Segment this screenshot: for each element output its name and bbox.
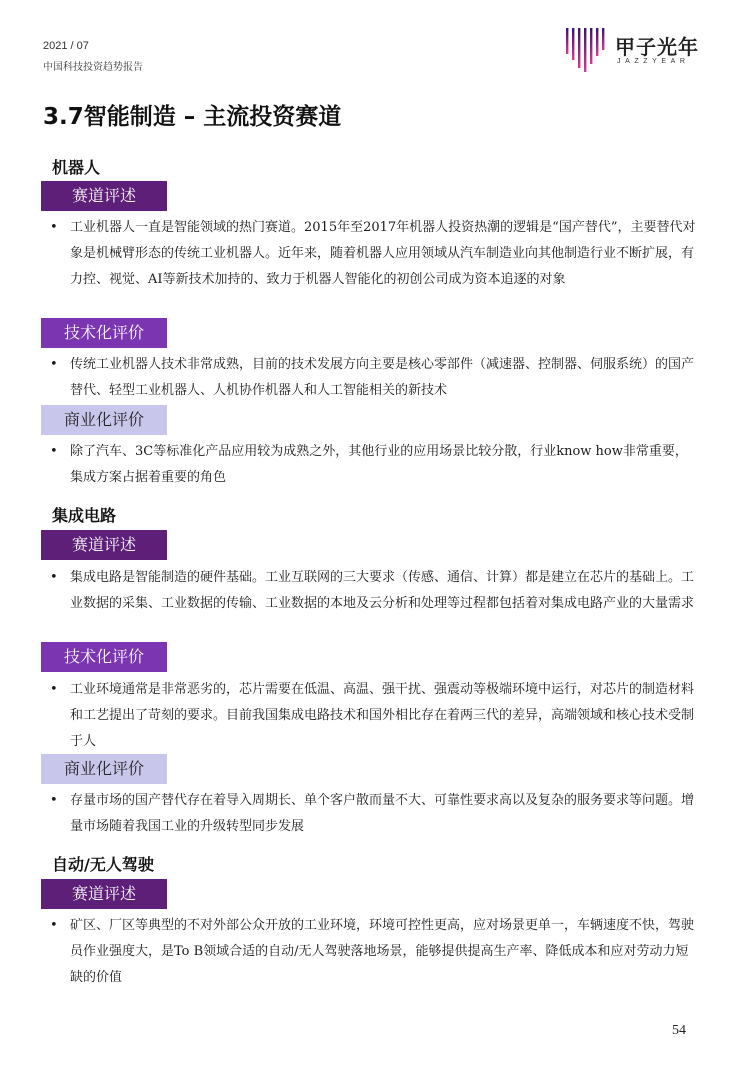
paragraph bbox=[50, 677, 700, 755]
bullet: • bbox=[50, 570, 58, 585]
bullet: • bbox=[50, 918, 58, 933]
bullet: • bbox=[50, 220, 58, 235]
bullet: • bbox=[50, 793, 58, 808]
bullet: • bbox=[50, 444, 58, 459]
logo-english: JAZZYEAR bbox=[617, 58, 690, 65]
paragraph bbox=[50, 788, 700, 840]
section-title-robot: 机器人 bbox=[52, 158, 101, 177]
bullet: • bbox=[50, 357, 58, 372]
section-title-ic: 集成电路 bbox=[52, 506, 117, 525]
paragraph-text: 矿区、厂区等典型的不对外部公众开放的工业环境，环境可控性更高，应对场景更单一，车辆速度不快，驾驶员作业强度大，是To B领域合适的自动/无人驾驶落地场景，能够提供提高生产率、降低成本和应对劳动力短缺的价值 bbox=[70, 918, 695, 985]
tag-tech-evaluation: 技术化评价 bbox=[41, 642, 167, 672]
paragraph-text: 传统工业机器人技术非常成熟，目前的技术发展方向主要是核心零部件（减速器、控制器、伺服系统）的国产替代、轻型工业机器人、人机协作机器人和人工智能相关的新技术 bbox=[70, 357, 695, 398]
logo-bars-icon bbox=[563, 24, 611, 72]
paragraph bbox=[50, 913, 700, 991]
report-name: 中国科技投资趋势报告 bbox=[43, 62, 143, 73]
bullet: • bbox=[50, 682, 58, 697]
paragraph-text: 集成电路是智能制造的硬件基础。工业互联网的三大要求（传感、通信、计算）都是建立在芯片的基础上。工业数据的采集、工业数据的传输、工业数据的本地及云分析和处理等过程都包括着对集成电路产业的大量需求 bbox=[70, 570, 695, 611]
paragraph-text: 工业机器人一直是智能领域的热门赛道。2015年至2017年机器人投资热潮的逻辑是“国产替代”，主要替代对象是机械臂形态的传统工业机器人。近年来，随着机器人应用领域从汽车制造业向其他制造行业不断扩展，有力控、视觉、AI等新技术加持的、致力于机器人智能化的初创公司成为资本追逐的对象 bbox=[70, 220, 696, 287]
page-number: 54 bbox=[672, 1023, 686, 1038]
tag-track-review: 赛道评述 bbox=[41, 530, 167, 560]
section-title-autonomous-driving: 自动/无人驾驶 bbox=[52, 855, 154, 874]
page-title: 3.7智能制造 – 主流投资赛道 bbox=[43, 104, 342, 130]
jazzyear-logo bbox=[563, 24, 713, 74]
tag-business-evaluation: 商业化评价 bbox=[41, 405, 167, 435]
report-date: 2021 / 07 bbox=[43, 40, 89, 52]
logo-name: 甲子光年 bbox=[615, 35, 699, 59]
tag-business-evaluation: 商业化评价 bbox=[41, 754, 167, 784]
paragraph bbox=[50, 439, 700, 491]
tag-track-review: 赛道评述 bbox=[41, 181, 167, 211]
paragraph bbox=[50, 215, 700, 293]
paragraph-text: 工业环境通常是非常恶劣的，芯片需要在低温、高温、强干扰、强震动等极端环境中运行，对芯片的制造材料和工艺提出了苛刻的要求。目前我国集成电路技术和国外相比存在着两三代的差异，高端领域和核心技术受制于人 bbox=[70, 682, 695, 749]
paragraph-text: 除了汽车、3C等标准化产品应用较为成熟之外，其他行业的应用场景比较分散，行业know how非常重要，集成方案占据着重要的角色 bbox=[70, 444, 688, 485]
paragraph bbox=[50, 352, 700, 404]
paragraph bbox=[50, 565, 700, 617]
tag-tech-evaluation: 技术化评价 bbox=[41, 318, 167, 348]
paragraph-text: 存量市场的国产替代存在着导入周期长、单个客户散而量不大、可靠性要求高以及复杂的服务要求等问题。增量市场随着我国工业的升级转型同步发展 bbox=[70, 793, 695, 834]
tag-track-review: 赛道评述 bbox=[41, 879, 167, 909]
